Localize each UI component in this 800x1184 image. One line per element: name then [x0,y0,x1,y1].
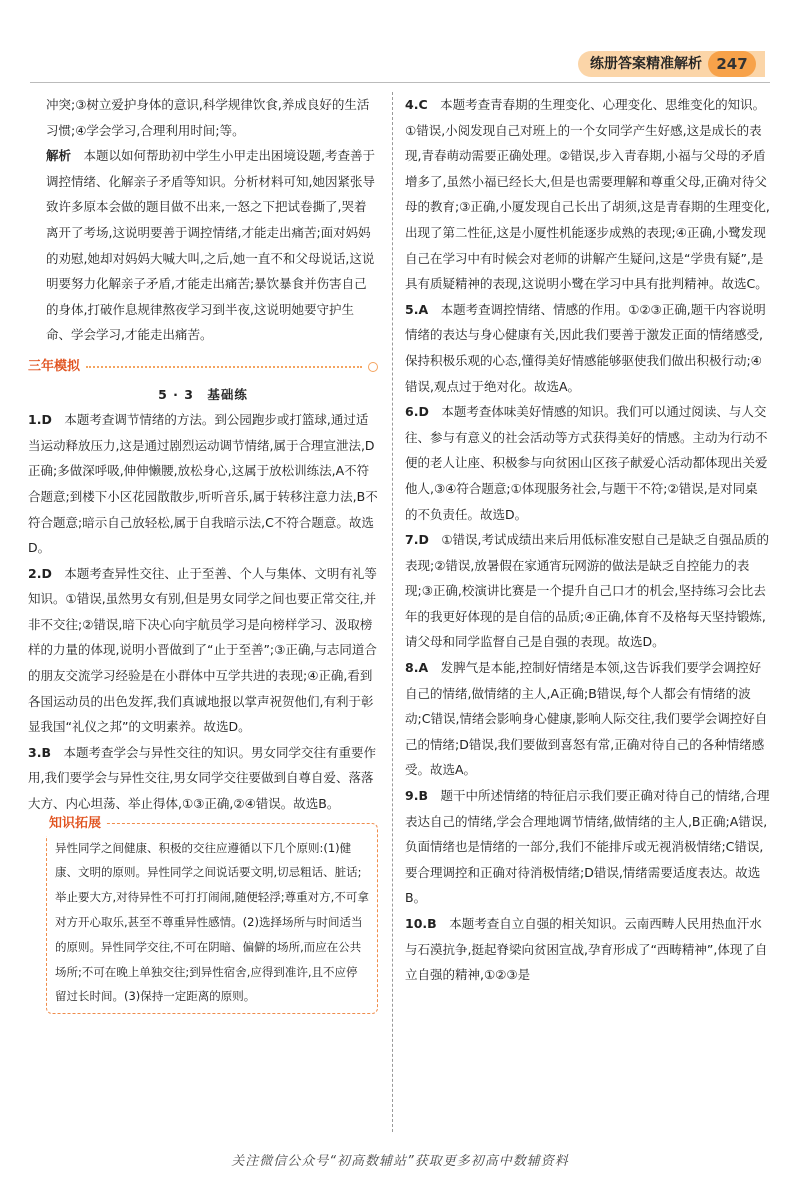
answer-item-3 [28,740,378,817]
knowledge-extension-tag: 知识拓展 [45,812,105,837]
answer-number: 8.A [405,660,429,676]
answer-number: 1.D [28,412,52,428]
answer-number: 6.D [405,404,429,420]
answer-text: 题干中所述情绪的特征启示我们要正确对待自己的情绪,合理表达自己的情绪,学会合理地调节情绪,做情绪的主人,B正确;A错误,负面情绪也是情绪的一部分,我们不能排斥或无视消极情绪;C错误,要合理调控和正确对待消极情绪;D错误,情绪需要适度表达。故选B。 [405,788,770,906]
column-divider [392,92,393,1132]
continued-answer: 冲突;③树立爱护身体的意识,科学规律饮食,养成良好的生活习惯;④学会学习,合理利用时间;等。 [46,97,370,138]
answer-item-2 [28,561,378,740]
answer-text: 本题考查异性交往、止于至善、个人与集体、文明有礼等知识。①错误,虽然男女有别,但是男女同学之间也要正常交往,并非不交往;②错误,暗下决心向宇航员学习是向榜样学习、汲取榜样的力量的体现,说明小晋做到了“止于至善”;③正确,与志同道合的朋友交流学习经验是在小群体中互学共进的表现;④正确,看到各国运动员的出色发挥,我们真诚地报以掌声祝贺他们,有利于彰显我国“礼仪之邦”的文明素养。故选D。 [28,565,377,735]
analysis-label: 解析 [46,148,72,164]
answer-item-6 [405,399,770,527]
answer-text: 发脾气是本能,控制好情绪是本领,这告诉我们要学会调控好自己的情绪,做情绪的主人,A正确;B错误,每个人都会有情绪的波动;C错误,情绪会影响身心健康,影响人际交往,我们要学会调控好自己的情绪;D错误,我们要做到喜怒有常,正确对待自己的各种情绪感受。故选A。 [405,660,768,778]
answer-number: 3.B [28,744,51,760]
left-column [28,92,378,1014]
answer-number: 10.B [405,916,437,931]
answer-item-7 [405,527,770,655]
answer-text: ①错误,考试成绩出来后用低标准安慰自己是缺乏自强品质的表现;②错误,放暑假在家通宵玩网游的做法是缺乏自控能力的表现;③正确,校演讲比赛是一个提升自己口才的机会,坚持练习会比去年的我更好体现的是自信的品质;④正确,体育不及格每天坚持锻炼,请父母和同学监督自己是自强的表现。故选D。 [405,532,770,650]
answer-text: 本题考查调节情绪的方法。到公园跑步或打篮球,通过适当运动释放压力,这是通过剧烈运动调节情绪,属于合理宣泄法,D正确;多做深呼吸,伸伸懒腰,放松身心,这属于放松训练法,A不符合题意;到楼下小区花园散散步,听听音乐,属于转移注意力法,B不符合题意;暗示自己放轻松,属于自我暗示法,C不符合题意。故选D。 [28,412,378,556]
footer-note: 关注微信公众号“初高数辅站”获取更多初高中数辅资料 [231,1154,569,1169]
header-rule [30,82,770,83]
section-header [28,354,378,380]
answer-text: 本题考查调控情绪、情感的作用。①②③正确,题干内容说明情绪的表达与身心健康有关,因此我们要善于激发正面的情绪感受,保持积极乐观的心态,懂得美好情感能够驱使我们做出积极行动;④错误,观点过于绝对化。故选A。 [405,301,766,394]
answer-item-10 [405,911,770,988]
answer-text: 本题考查体味美好情感的知识。我们可以通过阅读、与人交往、参与有意义的社会活动等方式获得美好的情感。主动为行动不便的老人让座、积极参与向贫困山区孩子献爱心活动都体现出关爱他人,③④符合题意;①体现服务社会,与题干不符;②错误,是对同桌的不负责任。故选D。 [405,404,768,522]
right-column [405,92,770,988]
page-number: 247 [708,51,756,77]
answer-text: 本题考查青春期的生理变化、心理变化、思维变化的知识。①错误,小阅发现自己对班上的一个女同学产生好感,这是成长的表现,青春萌动需要正确处理。②错误,步入青春期,小福与父母的矛盾增多了,虽然小福已经长大,但是也需要理解和尊重父母,正确对待父母的教育;③正确,小厦发现自己长出了胡须,这是青春期的生理变化,出现了第二性征,这是小厦性机能逐步成熟的表现;④正确,小鹭发现自己在学习中有时候会对老师的讲解产生疑问,这是“学贵有疑”,是具有质疑精神的表现,这说明小鹭在学习中具有批判精神。故选C。 [405,97,770,292]
answer-item-5 [405,297,770,399]
header-title: 练册答案精准解析 [590,56,702,72]
answer-number: 5.A [405,301,429,317]
answer-item-1 [28,407,378,561]
knowledge-extension-text: 异性同学之间健康、积极的交往应遵循以下几个原则:(1)健康、文明的原则。异性同学之间说话要文明,切忌粗话、脏话;举止要大方,对待异性不可打打闹闹,随便轻浮;尊重对方,不可拿对方开心取乐,甚至不尊重异性感情。(2)选择场所与时间适当的原则。异性同学交往,不可在阴暗、偏僻的场所,而应在公共场所;不可在晚上单独交往;到异性宿舍,应得到准许,且不应停留过长时间。(3)保持一定距离的原则。 [55,840,369,1004]
answer-number: 9.B [405,788,428,804]
answer-text: 本题考查自立自强的相关知识。云南西畴人民用热血汗水与石漠抗争,挺起脊梁向贫困宣战,孕育形成了“西畴精神”,体现了自立自强的精神,①②③是 [405,916,768,983]
section-ring-icon [368,362,378,372]
answer-text: 本题考查学会与异性交往的知识。男女同学交往有重要作用,我们要学会与异性交往,男女同学交往要做到自尊自爱、落落大方、内心坦荡、举止得体,①③正确,②④错误。故选B。 [28,744,377,812]
analysis-paragraph [28,143,378,348]
answer-item-4 [405,92,770,297]
answer-item-9 [405,783,770,911]
section-dotted-line [86,366,362,368]
answer-number: 2.D [28,565,52,581]
answer-item-8 [405,655,770,783]
knowledge-extension-box [46,815,378,1015]
section-title: 三年模拟 [28,358,81,374]
answer-number: 4.C [405,97,428,112]
analysis-text: 本题以如何帮助初中学生小甲走出困境设题,考查善于调控情绪、化解亲子矛盾等知识。分析材料可知,她因紧张导致许多原本会做的题目做不出来,一怒之下把试卷撕了,哭着离开了考场,这说明要善于调控情绪,才能走出痛苦;面对妈妈的劝慰,她却对妈妈大喊大叫,之后,她一直不和父母说话,这说明要努力化解亲子矛盾,才能走出痛苦;暴饮暴食并伤害自己的身体,打破作息规律熬夜学习到半夜,这说明她要守护生命、学会学习,才能走出痛苦。 [46,148,376,343]
answer-number: 7.D [405,532,429,548]
subsection-title: 5 · 3 基础练 [158,386,248,402]
